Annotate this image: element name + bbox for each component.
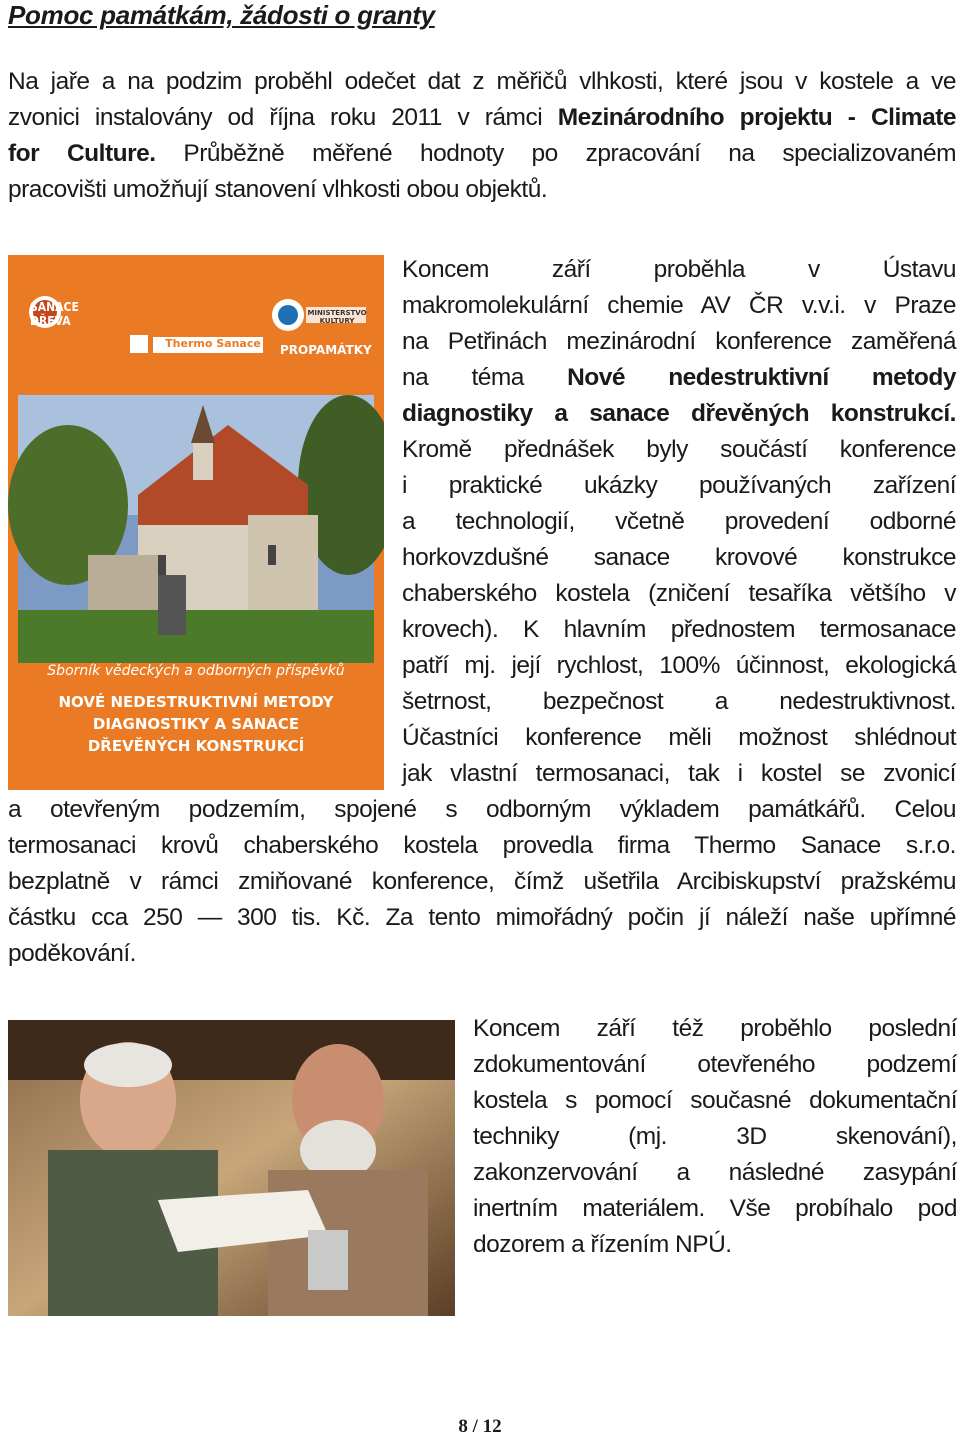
text-line: Účastníci konference měli možnost shlédnout	[402, 724, 956, 751]
documentation-paragraph	[473, 1011, 957, 1263]
cover-title-line: DIAGNOSTIKY A SANACE	[92, 715, 300, 733]
text-line: diagnostiky a sanace dřevěných konstrukcí.	[402, 400, 956, 427]
documentation-photo	[8, 1020, 455, 1316]
text-line: techniky (mj. 3D skenování),	[473, 1123, 957, 1150]
page-heading: Pomoc památkám, žádosti o granty	[8, 0, 435, 30]
text-line: jak vlastní termosanaci, tak i kostel se zvonicí	[402, 760, 956, 787]
cover-logo-ministerstvo: MINISTERSTVO KULTURY	[307, 309, 367, 325]
cover-title-line: NOVÉ NEDESTRUKTIVNÍ METODY	[58, 693, 334, 711]
text-line: Kromě přednášek byly součástí konference	[402, 436, 956, 463]
cover-title-line: DŘEVĚNÝCH KONSTRUKCÍ	[87, 737, 305, 755]
text-line: na Petřinách mezinárodní konference zaměřená	[402, 328, 956, 355]
text-line: pracovišti umožňují stanovení vlhkosti obou objektů.	[8, 176, 548, 203]
cover-logo-propamatky: PROPAMÁTKY	[280, 343, 372, 357]
text-line: patří mj. její rychlost, 100% účinnost, ekologická	[402, 652, 956, 679]
cover-subtitle: Sborník vědeckých a odborných příspěvků	[47, 663, 345, 679]
text-line: termosanaci krovů chaberského kostela provedla firma Thermo Sanace s.r.o.	[8, 832, 956, 859]
text-line: chaberského kostela (zničení tesaříka většího v	[402, 580, 956, 607]
page-number: 8 / 12	[458, 1416, 502, 1437]
text-line: i praktické ukázky používaných zařízení	[402, 472, 956, 499]
text-line: zvonici instalovány od října roku 2011 v rámci Mezinárodního projektu - Climate	[8, 104, 956, 131]
conference-paragraph	[402, 252, 956, 792]
text-line: Na jaře a na podzim proběhl odečet dat z měřičů vlhkosti, které jsou v kostele a ve	[8, 68, 956, 95]
text-line: částku cca 250 — 300 tis. Kč. Za tento mimořádný počin jí náleží naše upřímné	[8, 904, 956, 931]
text-line: zdokumentování otevřeného podzemí	[473, 1051, 957, 1078]
text-line: kostela s pomocí současné dokumentační	[473, 1087, 957, 1114]
text-line: Koncem září též proběhlo poslední	[473, 1015, 957, 1042]
text-line: a technologií, včetně provedení odborné	[402, 508, 956, 535]
text-line: Koncem září proběhla v Ústavu	[402, 256, 956, 283]
cover-logo-sanace: SANACE DŘEVA	[30, 300, 79, 328]
text-line: bezplatně v rámci zmiňované konference, čímž ušetřila Arcibiskupství pražskému	[8, 868, 956, 895]
text-line: a otevřeným podzemím, spojené s odborným výkladem památkářů. Celou	[8, 796, 956, 823]
cover-logo-thermo: Thermo Sanace	[165, 337, 261, 350]
text-line: zakonzervování a následné zasypání	[473, 1159, 957, 1186]
text-line: for Culture. Průběžně měřené hodnoty po zpracování na specializovaném	[8, 140, 957, 167]
text-line: horkovzdušné sanace krovové konstrukce	[402, 544, 956, 571]
text-line: poděkování.	[8, 940, 136, 967]
intro-paragraph	[8, 64, 956, 208]
book-cover-image	[8, 255, 384, 790]
text-line: šetrnost, bezpečnost a nedestruktivnost.	[402, 688, 956, 715]
conference-paragraph-continued	[8, 792, 956, 972]
text-line: makromolekulární chemie AV ČR v.v.i. v Praze	[402, 292, 956, 319]
text-line: inertním materiálem. Vše probíhalo pod	[473, 1195, 957, 1222]
text-line: dozorem a řízením NPÚ.	[473, 1231, 732, 1258]
text-line: krovech). K hlavním přednostem termosanace	[402, 616, 956, 643]
text-line: na téma Nové nedestruktivní metody	[402, 364, 956, 391]
